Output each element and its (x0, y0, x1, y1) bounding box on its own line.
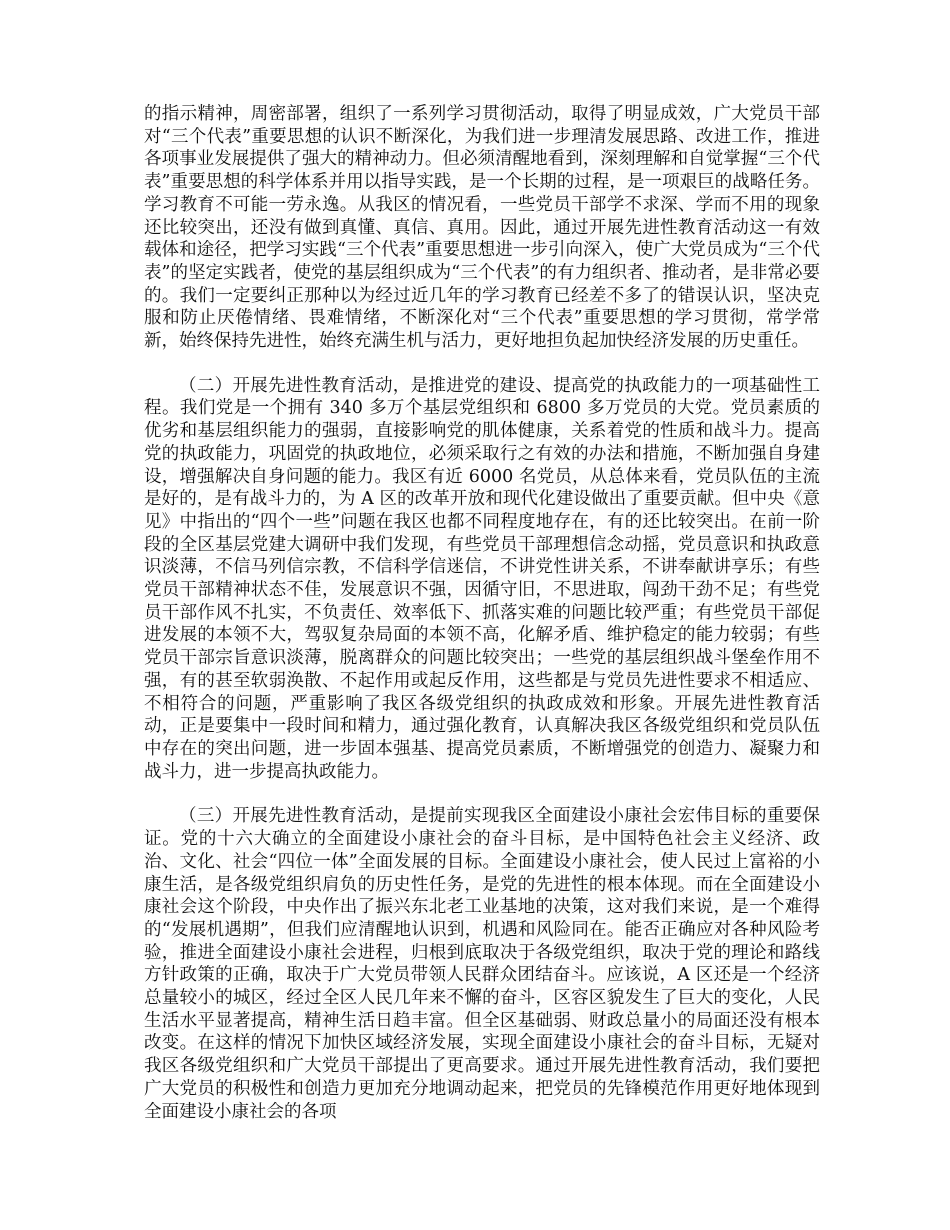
paragraph-intro-continued: 的指示精神，周密部署，组织了一系列学习贯彻活动，取得了明显成效，广大党员干部对“三个代表”重要思想的认识不断深化，为我们进一步理清发展思路、改进工作，推进各项事业发展提供了强大的精神动力。但必须清醒地看到，深刻理解和自觉掌握“三个代表”重要思想的科学体系并用以指导实践，是一个长期的过程，是一项艰巨的战略任务。学习教育不可能一劳永逸。从我区的情况看，一些党员干部学不求深、学而不用的现象还比较突出，还没有做到真懂、真信、真用。因此，通过开展先进性教育活动这一有效载体和途径，把学习实践“三个代表”重要思想进一步引向深入，使广大党员成为“三个代表”的坚定实践者，使党的基层组织成为“三个代表”的有力组织者、推动者，是非常必要的。我们一定要纠正那种以为经过近几年的学习教育已经差不多了的错误认识，坚决克服和防止厌倦情绪、畏难情绪，不断深化对“三个代表”重要思想的学习贯彻，常学常新，始终保持先进性，始终充满生机与活力，更好地担负起加快经济发展的历史重任。 (144, 104, 820, 352)
paragraph-gap (144, 783, 820, 805)
paragraph-section-2: （二）开展先进性教育活动，是推进党的建设、提高党的执政能力的一项基础性工程。我们党是一个拥有 340 多万个基层党组织和 6800 多万党员的大党。党员素质的优劣和基层组织能力的强弱，直接影响党的肌体健康，关系着党的性质和战斗力。提高党的执政能力，巩固党的执政地位，必须采取行之有效的办法和措施，不断加强自身建设，增强解决自身问题的能力。我区有近 6000 名党员，从总体来看，党员队伍的主流是好的，是有战斗力的，为 A 区的改革开放和现代化建设做出了重要贡献。但中央《意见》中指出的“四个一些”问题在我区也都不同程度地存在，有的还比较突出。在前一阶段的全区基层党建大调研中我们发现，有些党员干部理想信念动摇，党员意识和执政意识淡薄，不信马列信宗教，不信科学信迷信，不讲党性讲关系，不讲奉献讲享乐；有些党员干部精神状态不佳，发展意识不强，因循守旧，不思进取，闯劲干劲不足；有些党员干部作风不扎实，不负责任、效率低下、抓落实难的问题比较严重；有些党员干部促进发展的本领不大，驾驭复杂局面的本领不高，化解矛盾、维护稳定的能力较弱；有些党员干部宗旨意识淡薄，脱离群众的问题比较突出；一些党的基层组织战斗堡垒作用不强，有的甚至软弱涣散、不起作用或起反作用，这些都是与党员先进性要求不相适应、不相符合的问题，严重影响了我区各级党组织的执政成效和形象。开展先进性教育活动，正是要集中一段时间和精力，通过强化教育，认真解决我区各级党组织和党员队伍中存在的突出问题，进一步固本强基、提高党员素质，不断增强党的创造力、凝聚力和战斗力，进一步提高执政能力。 (144, 375, 820, 782)
document-body (144, 103, 820, 1123)
paragraph-section-3: （三）开展先进性教育活动，是提前实现我区全面建设小康社会宏伟目标的重要保证。党的十六大确立的全面建设小康社会的奋斗目标，是中国特色社会主义经济、政治、文化、社会“四位一体”全面发展的目标。全面建设小康社会，使人民过上富裕的小康生活，是各级党组织肩负的历史性任务，是党的先进性的根本体现。而在全面建设小康社会这个阶段，中央作出了振兴东北老工业基地的决策，这对我们来说，是一个难得的“发展机遇期”，但我们应清醒地认识到，机遇和风险同在。能否正确应对各种风险考验，推进全面建设小康社会进程，归根到底取决于各级党组织，取决于党的理论和路线方针政策的正确，取决于广大党员带领人民群众团结奋斗。应该说，A 区还是一个经济总量较小的城区，经过全区人民几年来不懈的奋斗，区容区貌发生了巨大的变化，人民生活水平显著提高，精神生活日趋丰富。但全区基础弱、财政总量小的局面还没有根本改变。在这样的情况下加快区域经济发展，实现全面建设小康社会的奋斗目标，无疑对我区各级党组织和广大党员干部提出了更高要求。通过开展先进性教育活动，我们要把广大党员的积极性和创造力更加充分地调动起来，把党员的先锋模范作用更好地体现到全面建设小康社会的各项 (144, 806, 820, 1122)
paragraph-gap (144, 353, 820, 375)
